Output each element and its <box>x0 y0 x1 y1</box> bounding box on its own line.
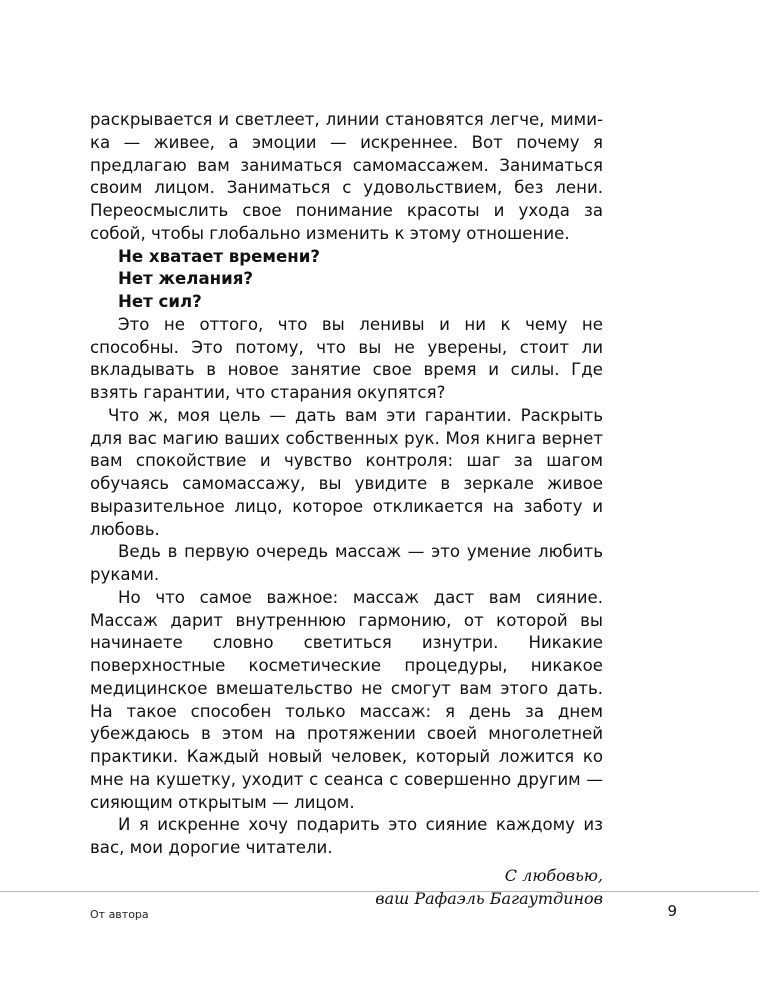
paragraph-gift: И я искренне хочу подарить это сияние каждому из вас, мои дорогие читатели. <box>90 815 603 857</box>
signature-greeting: С любовью, <box>504 865 603 885</box>
paragraph-intro: раскрывается и светлеет, линии становятся легче, мимика — живее, а эмоции — искреннее. Вот почему я предлагаю вам заниматься самомассажем. Заниматься своим лицом. Заниматься с удовольствием, без лени. Переосмыслить свое понимание красоты и ухода за собой, чтобы глобально изменить к этому отношение. <box>90 110 603 243</box>
question-no-time: Не хватает времени? <box>118 246 320 266</box>
paragraph-radiance: Но что самое важное: массаж даст вам сияние. Массаж дарит внутреннюю гармонию, от которой вы начинаете словно светиться изнутри. Никакие поверхностные космeтические процедуры, никакое медицинское вмешательство не смогут вам этого дать. На такое способен только массаж: я день за днем убеждаюсь в этом на протяжении своей многолетней практики. Каждый новый человек, который ложится ко мне на кушетку, уходит с сеанса с совершенно другим — сияющим открытым — лицом. <box>90 587 603 812</box>
paragraph-my-goal: Что ж, моя цель — дать вам эти гарантии. Раскрыть для вас магию ваших собственных рук. Моя книга вернет вам спокойствие и чувство контроля: шаг за шагом обучаясь самомассажу, вы увидите в зеркале живое выразительное лицо, которое откликается на заботу и любовь. <box>90 405 603 539</box>
page-number: 9 <box>667 902 677 920</box>
paragraph-not-lazy: Это не оттого, что вы ленивы и ни к чему не способны. Это потому, что вы не уверены, стоит ли вкладывать в новое занятие свое время и силы. Где взять гарантии, что старания окупятся? <box>90 314 603 402</box>
footer-divider <box>0 891 759 892</box>
question-no-desire: Нет желания? <box>118 269 254 289</box>
paragraph-love-with-hands: Ведь в первую очередь массаж — это умение любить руками. <box>90 542 603 584</box>
signature-author: ваш Рафаэль Багаутдинов <box>375 888 603 908</box>
page-body <box>90 109 603 910</box>
question-no-strength: Нет сил? <box>118 292 202 311</box>
running-footer-section: От автора <box>90 908 149 921</box>
